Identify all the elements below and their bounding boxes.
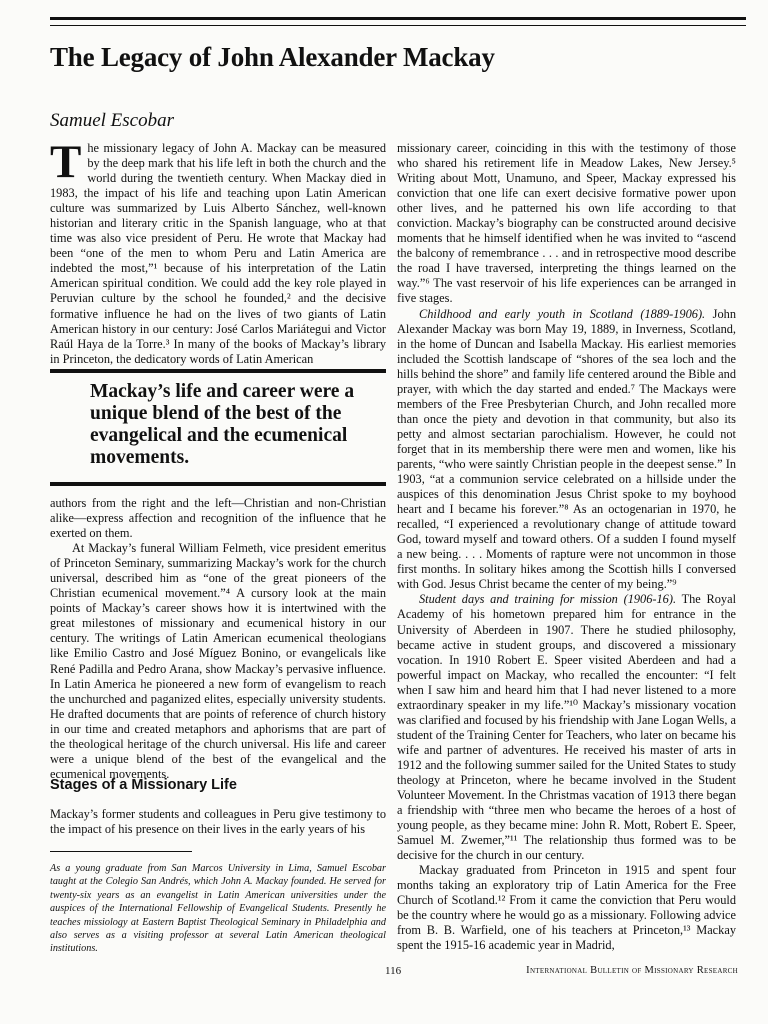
student-days-heading: Student days and training for mission (1906-16). bbox=[419, 592, 677, 607]
journal-name: International Bulletin of Missionary Research bbox=[526, 965, 738, 976]
childhood-text: John Alexander Mackay was born May 19, 1889, in Inverness, Scotland, in the home of Duncan and Isabella Mackay. His earliest memories included the Scottish landscape of “shores of the sea loch and the hills behind the shore” and family life centered around the Bible and prayer, with which the day started and ended.⁷ The Mackays were members of the Free Presbyterian Church, and John recalled more than once the piety and devotion in that community, but also its petty and almost sectarian parochialism. However, he could not forget that in its membership there were men and women, like his parents, “who were saintly Christian people in the deepest sense.” In 1903, “at a communion service celebrated on a hillside under the auspices of this denomination Jesus Christ spoke to my boyhood heart and I became his forever.”⁸ As an octogenarian in 1970, he recalled, “I experienced a revolutionary change of attitude toward God, toward myself and toward others. Of a sudden I found myself a new being. . . . Moments of rapture were not uncommon in those first months. In solitary hikes among the Scottish hills I conversed with God. Jesus Christ became the center of my being.”⁹ bbox=[397, 306, 736, 592]
author-bio: As a young graduate from San Marcos University in Lima, Samuel Escobar taught at the Colegio San Andrés, which John A. Mackay founded. He served for twenty-six years as an evangelist in Latin American universities under the auspices of the International Fellowship of Evangelical Students. Presently he teaches missiology at Eastern Baptist Theological Seminary in Philadelphia and also serves as a visiting professor at several Latin American theological institutions. bbox=[50, 863, 386, 955]
top-rule-thick bbox=[50, 17, 746, 20]
bio-rule bbox=[50, 851, 192, 852]
article-title: The Legacy of John Alexander Mackay bbox=[50, 42, 495, 72]
paragraph-childhood bbox=[397, 307, 736, 593]
opening-paragraph-text: he missionary legacy of John A. Mackay can be measured by the deep mark that his life left in both the church and the world during the twentieth century. When Mackay died in 1983, the impact of his life and teaching upon Latin American culture was summarized by Luis Alberto Sánchez, well-known historian and literary critic in the Spanish language, who at that time was also vice president of Peru. He wrote that Mackay had been “one of the men to whom Peru and Latin America are indebted the most,”¹ because of his interpretation of the Latin American spiritual condition. We could add the key role played in Peruvian culture by the school he founded,² and the decisive formative influence he had on the lives of two giants of Latin American history in our century: José Carlos Mariátegui and Victor Raúl Haya de la Torre.³ In many of the books of Mackay’s library in Princeton, the dedicatory words of Latin American bbox=[50, 141, 386, 366]
paragraph-stages: Mackay’s former students and colleagues in Peru give testimony to the impact of his presence on their lives in the early years of his bbox=[50, 807, 386, 837]
paragraph-authors: authors from the right and the left—Christian and non-Christian alike—express affection and recognition of the influence that he exerted on them. bbox=[50, 496, 386, 541]
paragraph-graduation: Mackay graduated from Princeton in 1915 and spent four months taking an exploratory trip of Latin America for the Free Church of Scotland.¹² From it came the conviction that Peru would be the country where he would go as a missionary. Following advice from B. B. Warfield, one of his teachers at Princeton,¹³ Mackay spent the 1915-16 academic year in Madrid, bbox=[397, 863, 736, 953]
paragraph-career: missionary career, coinciding in this with the testimony of those who shared his retirement life in Meadow Lakes, New Jersey.⁵ Writing about Mott, Unamuno, and Speer, Mackay expressed his conviction that one life can exert decisive formative power upon other lives, and he patterned his own life according to that conviction. Mackay’s biography can be constructed around decisive moments that he himself identified when he was invited to “ascend the balcony of remembrance . . . and in retrospective mood describe the road I have traversed, interpreting the things learned on the way.”⁶ The vast reservoir of his life experiences can be arranged in five stages. bbox=[397, 141, 736, 306]
paragraph-funeral: At Mackay’s funeral William Felmeth, vice president emeritus of Princeton Seminary, summarizing Mackay’s work for the church universal, described him as “one of the great pioneers of the Christian ecumenical movement.”⁴ A cursory look at the main points of Mackay’s career shows how it is intertwined with the great milestones of missionary and ecumenical history in our century. The writings of Latin American ecumenical theologians like Emilio Castro and José Míguez Bonino, or evangelicals like René Padilla and Pedro Arana, show Mackay’s pervasive influence. In Latin America he pioneered a new form of evangelism to reach the unchurched and paganized elites, especially university students. He drafted documents that are points of reference of church history in our time and created metaphors and aphorisms that are part of the theological heritage of the church universal. His life and career were a unique blend of the best of the evangelical and the ecumenical movements. bbox=[50, 541, 386, 781]
left-column-bottom bbox=[50, 807, 386, 837]
left-column-top bbox=[50, 136, 386, 367]
student-days-text: The Royal Academy of his hometown prepared him for entrance in the University of Aberdeen in 1907. There he studied philosophy, became active in student groups, and discovered a missionary vocation. In 1910 Robert E. Speer visited Aberdeen and had a powerful impact on Mackay, who recalled the encounter: “I felt when I saw him and heard him that I had never listened to a more extraordinary speaker in my life.”¹⁰ Mackay’s missionary vocation was clarified and focused by his friendship with Jane Logan Wells, a student of the Training Center for Teachers, who later on became his wife and partner of adventures. He received his master of arts in 1912 and the following summer sailed for the United States to study theology at Princeton, where he became involved in the Student Volunteer Movement. In the Christmas vacation of 1913 there began a friendship with “three men who became the heroes of a host of young people, as they became mine: John R. Mott, Robert E. Speer, Samuel M. Zwemer,”¹¹ The relationship thus formed was to be decisive for the church in our century. bbox=[397, 592, 737, 863]
pull-quote-bottom-rule bbox=[50, 482, 386, 486]
left-column-middle bbox=[50, 496, 386, 782]
right-column bbox=[397, 141, 736, 954]
top-rule-thin bbox=[50, 25, 746, 26]
opening-paragraph bbox=[50, 136, 386, 367]
author-name: Samuel Escobar bbox=[50, 110, 175, 131]
drop-cap: T bbox=[50, 136, 82, 188]
childhood-heading: Childhood and early youth in Scotland (1889-1906). bbox=[419, 306, 706, 321]
page-number: 116 bbox=[385, 965, 402, 977]
paragraph-student-days bbox=[397, 592, 736, 863]
pull-quote-top-rule bbox=[50, 369, 386, 373]
pull-quote: Mackay’s life and career were a unique blend of the best of the evangelical and the ecumenical movements. bbox=[90, 381, 355, 468]
section-heading: Stages of a Missionary Life bbox=[50, 777, 237, 793]
